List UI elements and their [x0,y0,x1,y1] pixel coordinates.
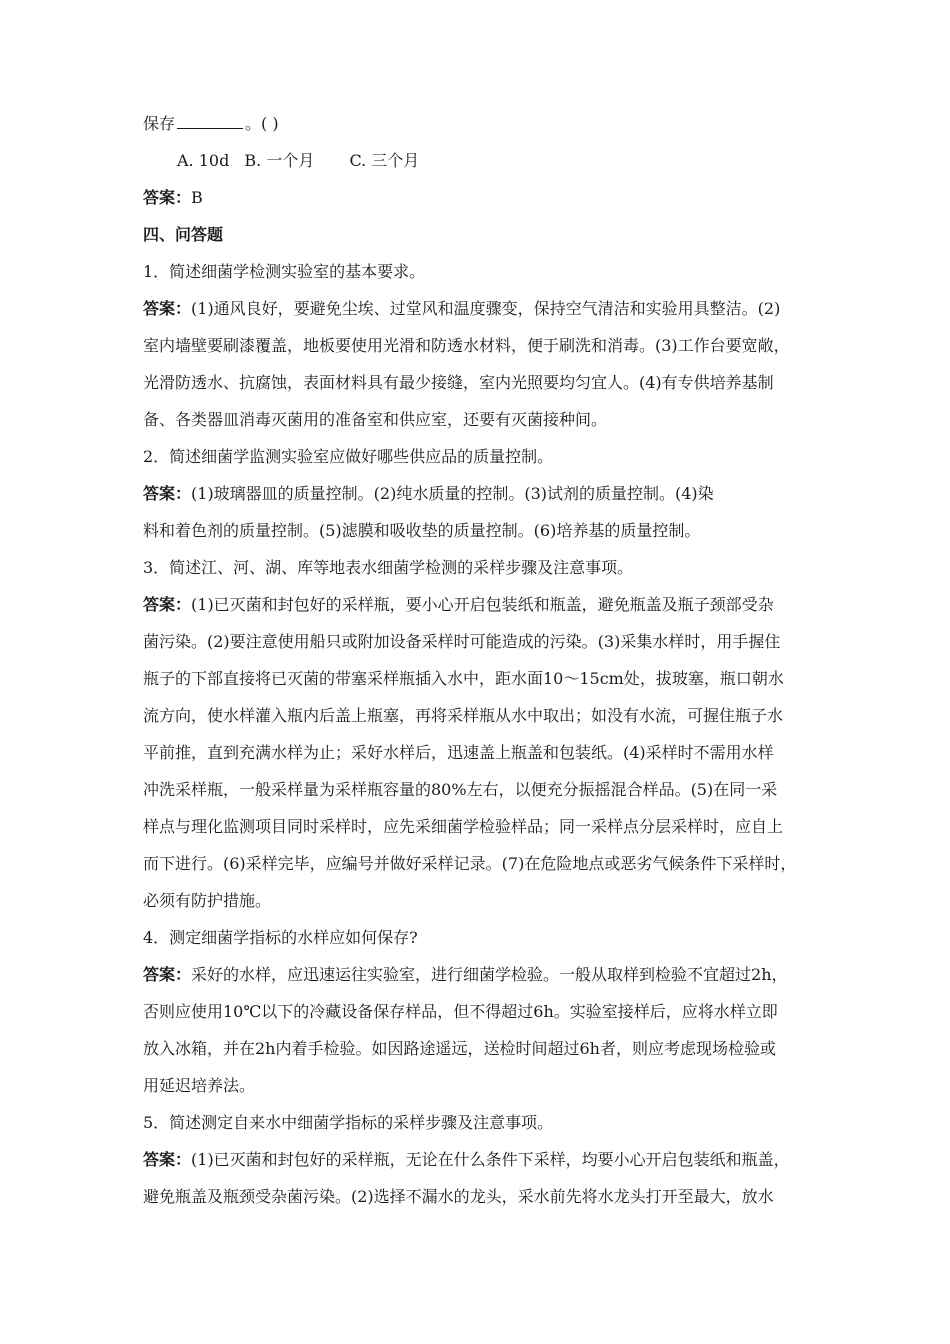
question-5: 5．简述测定自来水中细菌学指标的采样步骤及注意事项。 [143,1113,554,1132]
answer-text: 备、各类器皿消毒灭菌用的准备室和供应室，还要有灭菌接种间。 [143,410,608,429]
answer-1 [143,290,811,438]
answer-value: B [191,188,203,207]
fill-in-prefix: 保存 [143,114,176,133]
answer-text: 而下进行。(6)采样完毕，应编号并做好采样记录。(7)在危险地点或恶劣气候条件下采样时， [143,854,797,873]
answer-text: 菌污染。(2)要注意使用船只或附加设备采样时可能造成的污染。(3)采集水样时，用手握住 [143,632,781,651]
answer-text: (1)已灭菌和封包好的采样瓶，无论在什么条件下采样，均要小心开启包装纸和瓶盖， [191,1150,790,1169]
answer-4 [143,956,811,1104]
answer-text: 光滑防透水、抗腐蚀，表面材料具有最少接缝，室内光照要均匀宜人。(4)有专供培养基制 [143,373,774,392]
answer-text: 必须有防护措施。 [143,891,272,910]
answer-text: (1)已灭菌和封包好的采样瓶，要小心开启包装纸和瓶盖，避免瓶盖及瓶子颈部受杂 [191,595,774,614]
answer-label: 答案： [143,188,192,207]
question-3: 3．简述江、河、湖、库等地表水细菌学检测的采样步骤及注意事项。 [143,558,634,577]
answer-text: 平前推，直到充满水样为止；采好水样后，迅速盖上瓶盖和包装纸。(4)采样时不需用水样 [143,743,774,762]
answer-2 [143,475,811,549]
answer-text: 室内墙壁要刷漆覆盖，地板要使用光滑和防透水材料，便于刷洗和消毒。(3)工作台要宽敞， [143,336,790,355]
answer-text: 避免瓶盖及瓶颈受杂菌污染。(2)选择不漏水的龙头，采水前先将水龙头打开至最大，放水 [143,1187,774,1206]
option-a: A. 10d [177,151,230,170]
answer-5 [143,1141,811,1215]
question-1: 1．简述细菌学检测实验室的基本要求。 [143,262,426,281]
answer-blank [177,113,243,129]
answer-text: 放入冰箱，并在2h内着手检验。如因路途遥远，送检时间超过6h者，则应考虑现场检验或 [143,1039,776,1058]
answer-label: 答案： [143,965,192,984]
answer-text: (1)玻璃器皿的质量控制。(2)纯水质量的控制。(3)试剂的质量控制。(4)染 [191,484,714,503]
question-2: 2．简述细菌学监测实验室应做好哪些供应品的质量控制。 [143,447,554,466]
answer-text: 采好的水样，应迅速运往实验室，进行细菌学检验。一般从取样到检验不宜超过2h， [191,965,788,984]
fill-in-question [143,105,811,142]
fill-in-suffix: 。( ) [245,114,279,133]
option-list [143,142,811,179]
answer-label: 答案： [143,484,192,503]
document-content [143,105,811,1215]
answer-text: 料和着色剂的质量控制。(5)滤膜和吸收垫的质量控制。(6)培养基的质量控制。 [143,521,701,540]
answer-text: 瓶子的下部直接将已灭菌的带塞采样瓶插入水中，距水面10～15cm处，拔玻塞，瓶口朝水 [143,669,784,688]
question-4: 4．测定细菌学指标的水样应如何保存? [143,928,418,947]
option-b: B. 一个月 [244,151,315,170]
answer-text: 样点与理化监测项目同时采样时，应先采细菌学检验样品；同一采样点分层采样时，应自上 [143,817,784,836]
answer-3 [143,586,811,919]
answer-text: 用延迟培养法。 [143,1076,256,1095]
answer-label: 答案： [143,299,192,318]
answer-label: 答案： [143,1150,192,1169]
answer-text: 流方向，使水样灌入瓶内后盖上瓶塞，再将采样瓶从水中取出；如没有水流，可握住瓶子水 [143,706,784,725]
section-title: 四、问答题 [143,225,224,244]
answer-label: 答案： [143,595,192,614]
answer-text: 冲洗采样瓶，一般采样量为采样瓶容量的80%左右，以便充分振摇混合样品。(5)在同一采 [143,780,778,799]
fill-in-answer [143,179,811,216]
answer-text: 否则应使用10℃以下的冷藏设备保存样品，但不得超过6h。实验室接样后，应将水样立即 [143,1002,778,1021]
answer-text: (1)通风良好，要避免尘埃、过堂风和温度骤变，保持空气清洁和实验用具整洁。(2) [191,299,781,318]
option-c: C. 三个月 [349,151,420,170]
